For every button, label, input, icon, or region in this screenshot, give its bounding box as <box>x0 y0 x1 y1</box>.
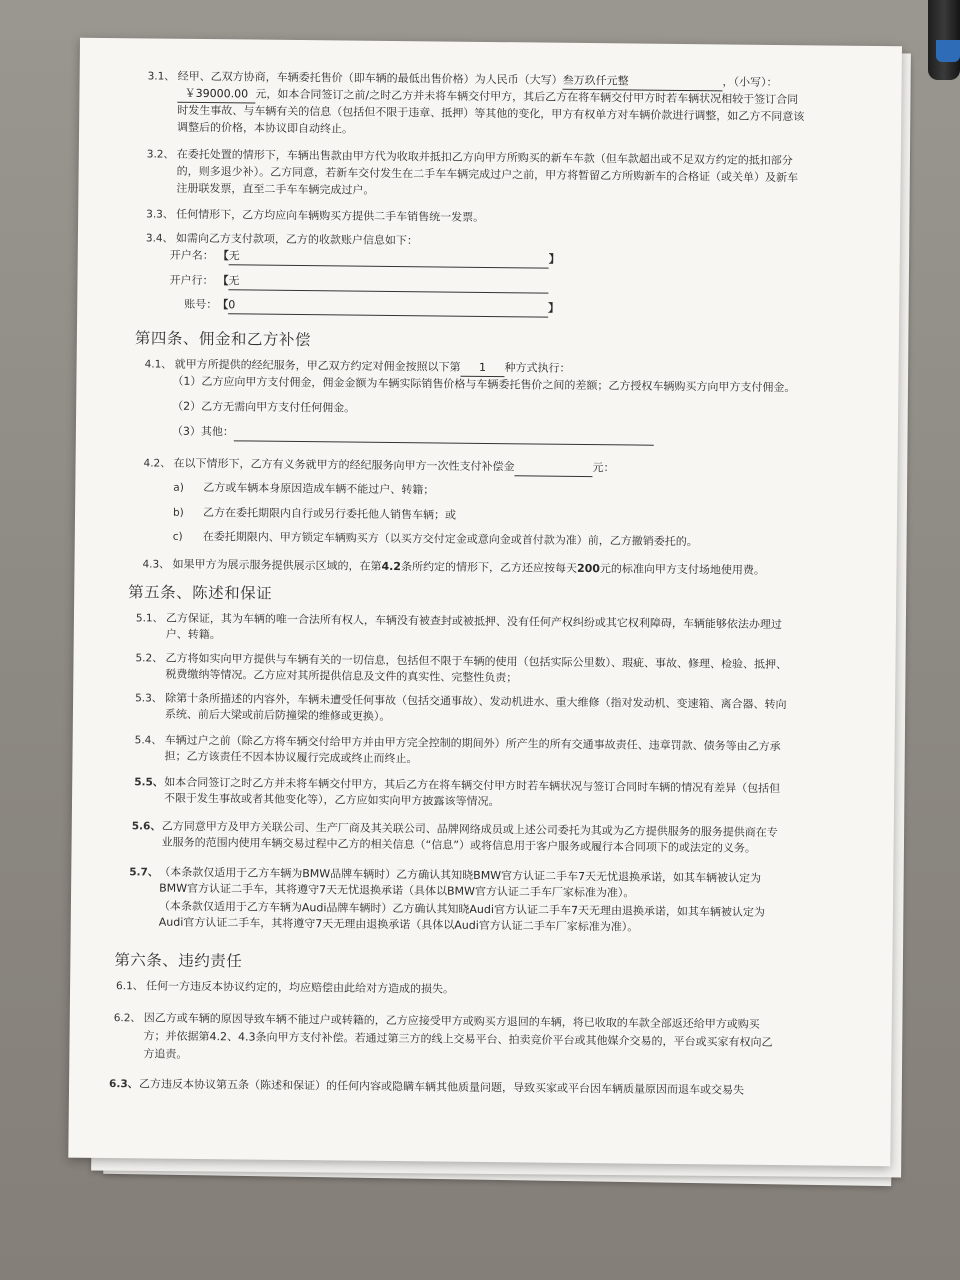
clause-4-3 <box>142 556 765 579</box>
item-label: c) <box>172 530 183 543</box>
clause-text: 乙方违反本协议第五条（陈述和保证）的任何内容或隐瞒车辆其他质量问题，导致买家或平台因车辆质量原因而退车或交易失 <box>139 1077 745 1097</box>
option-text: （3）其他： <box>171 424 234 439</box>
clause-4-2-item-c <box>173 529 698 550</box>
bracket-open: 【 <box>217 298 229 312</box>
clause-text: 方追责。 <box>143 1047 188 1061</box>
clause-text: 条所约定的情形下，乙方还应按每天 <box>400 560 578 575</box>
clause-text: 在以下情形下，乙方有义务就甲方的经纪服务向甲方一次性支付补偿金 <box>173 456 515 474</box>
clause-number: 5.6、 <box>131 820 161 833</box>
item-text: 乙方或车辆本身原因造成车辆不能过户、转籍； <box>203 481 435 497</box>
article-6-heading: 第六条、违约责任 <box>114 951 243 971</box>
clause-text: ，（小写）： <box>722 75 778 90</box>
clause-text: 除第十条所描述的内容外，车辆未遭受任何事故（包括交通事故）、发动机进水、重大维修（指对发动机、变速箱、离合器、转向 <box>165 691 787 712</box>
clause-5-1-line-2 <box>166 627 221 644</box>
clause-text: 乙方同意甲方及甲方关联公司、生产厂商及其关联公司、品牌网络成员或上述公司委托为其或为乙方提供服务的服务提供商在专 <box>161 819 778 840</box>
clause-text: （本条款仅适用于乙方车辆为BMW品牌车辆时）乙方确认其知晓BMW官方认证二手车7天无忧退换承诺，如其车辆被认定为 <box>159 865 762 885</box>
clause-text: 系统、前后大梁或前后防撞梁的维修或更换）。 <box>164 707 391 723</box>
clause-text: 乙方将如实向甲方提供与车辆有关的一切信息，包括但不限于车辆的使用（包括实际公里数）、瑕疵、事故、修理、检验、抵押、 <box>165 651 788 672</box>
account-number-row <box>169 297 559 318</box>
amount-in-figures-field: ￥39000.00 <box>177 86 255 104</box>
clause-text: 元： <box>592 461 615 475</box>
clause-text: 如需向乙方支付款项，乙方的收款账户信息如下： <box>175 231 418 248</box>
article-5-heading: 第五条、陈述和保证 <box>128 583 273 603</box>
option-text: （1）乙方应向甲方支付佣金，佣金金额为车辆实际销售价格与车辆委托售价之间的差额；乙方授权车辆购买方向甲方支付佣金。 <box>172 374 796 395</box>
item-text: 乙方在委托期限内自行或另行委托他人销售车辆；或 <box>202 506 457 522</box>
clause-text: 乙方保证，其为车辆的唯一合法所有权人，车辆没有被查封或被抵押、没有任何产权纠纷或其它权利障碍，车辆能够依法办理过 <box>165 611 782 632</box>
clause-number: 5.4、 <box>134 734 162 747</box>
clause-text: 任何情形下，乙方均应向车辆购买方提供二手车销售统一发票。 <box>176 207 485 224</box>
item-text: 在委托期限内、甲方锁定车辆购买方（以买方交付定金或意向金或首付款为准）前，乙方撤销委托的。 <box>202 530 698 549</box>
clause-6-2-line-3 <box>143 1046 187 1062</box>
clause-3-4 <box>146 230 418 249</box>
clause-6-1 <box>116 978 454 998</box>
clause-text: 经甲、乙双方协商，车辆委托售价（即车辆的最低出售价格）为人民币（大写） <box>177 69 563 87</box>
account-number-field: 0 <box>228 297 548 317</box>
clause-4-2-item-a <box>173 480 434 499</box>
contract-page <box>68 38 902 1167</box>
clause-text: 因乙方或车辆的原因导致车辆不能过户或转籍的，乙方应接受甲方或购买方退回的车辆，将已收取的车款全部返还给甲方或购买 <box>143 1011 760 1031</box>
commission-option-2 <box>172 399 355 417</box>
clause-5-4-line-2 <box>164 749 417 768</box>
amount-in-words-field: 叁万玖仟元整 <box>563 73 723 92</box>
clause-number: 4.3、 <box>142 558 170 571</box>
article-4-heading: 第四条、佣金和乙方补偿 <box>134 329 311 350</box>
clause-text: BMW官方认证二手车，其将遵守7天无忧退换承诺（具体以BMW官方认证二手车厂家标准为准）。 <box>159 881 635 900</box>
clause-6-3 <box>109 1076 744 1099</box>
clause-number: 5.2、 <box>135 652 163 665</box>
clause-text: 任何一方违反本协议约定的，均应赔偿由此给对方造成的损失。 <box>146 979 455 996</box>
commission-option-3 <box>172 424 654 446</box>
clause-text: 调整后的价格，本协议即自动终止。 <box>177 120 354 136</box>
bracket-open: 【 <box>217 274 229 288</box>
clause-number: 3.4、 <box>145 232 174 245</box>
clause-text: 元，如本合同签订之前/之时乙方并未将车辆交付甲方，其后乙方在将车辆交付甲方时若车辆状况相较于签订合同 <box>255 87 799 107</box>
clause-text: 车辆过户之前（除乙方将车辆交付给甲方并由甲方完全控制的期间外）所产生的所有交通事故责任、违章罚款、债务等由乙方承 <box>164 733 781 754</box>
clause-number: 6.2、 <box>113 1012 142 1025</box>
account-name-row <box>170 248 560 269</box>
account-name-field: 无 <box>229 248 549 268</box>
clause-text: 担；乙方该责任不因本协议履行完成或终止而终止。 <box>164 749 418 766</box>
clause-number: 5.1、 <box>135 612 164 625</box>
clause-text: 税费缴纳等情况。乙方应对其所提供信息及文件的真实性、完整性负责； <box>165 667 518 685</box>
commission-option-1 <box>172 374 795 397</box>
bank-row <box>169 273 548 294</box>
clause-text: Audi官方认证二手车，其将遵守7天无理由退换承诺（具体以Audi官方认证二手车厂家标准为准）。 <box>158 915 639 934</box>
clause-number: 3.1、 <box>147 70 175 83</box>
clause-5-2-line-2 <box>165 667 517 687</box>
clause-text: 如本合同签订之时乙方并未将车辆交付甲方，其后乙方在将车辆交付甲方时若车辆状况与签订合同时车辆的情况有差异（包括但 <box>164 775 781 796</box>
commission-option-field: 1 <box>460 360 504 377</box>
clause-number: 4.1、 <box>144 358 172 371</box>
clause-3-3 <box>146 206 484 226</box>
clause-5-5-line-2 <box>164 791 500 811</box>
clause-3-2-line-3 <box>176 181 374 199</box>
bank-field: 无 <box>228 273 548 293</box>
clause-text: 户、转籍。 <box>165 627 221 642</box>
account-name-label: 开户名： <box>169 248 214 263</box>
clause-text: 时发生事故、与车辆有关的信息（包括但不限于违章、抵押）等其他的变化，甲方有权单方对车辆价款进行调整，如乙方不同意该 <box>177 103 805 124</box>
bracket-close: 】 <box>548 252 560 266</box>
clause-number: 4.2、 <box>143 457 171 470</box>
clause-number: 3.2、 <box>146 148 175 161</box>
clause-4-2-item-b <box>173 505 456 524</box>
item-label: a) <box>173 481 184 494</box>
bracket-open: 【 <box>217 249 229 263</box>
clause-text: （本条款仅适用于乙方车辆为Audi品牌车辆时）乙方确认其知晓Audi官方认证二手车7天无理由退换承诺，如其车辆被认定为 <box>158 899 766 919</box>
clause-text: 就甲方所提供的经纪服务，甲乙双方约定对佣金按照以下第 <box>174 357 461 374</box>
clause-number: 5.7、 <box>129 866 159 879</box>
clause-ref: 4.2 <box>381 559 402 574</box>
clause-text: 不限于发生事故或者其他变化等），乙方应如实向甲方披露该等情况。 <box>163 791 500 809</box>
clause-text: 的，则多退少补）。乙方同意，若新车交付发生在二手车车辆完成过户之前，甲方将暂留乙方所购新车的合格证（或关单）及新车 <box>176 164 799 185</box>
other-option-field <box>234 424 654 445</box>
clause-number: 5.3、 <box>135 692 163 705</box>
clause-text: 方；并依据第4.2、4.3条向甲方支付补偿。若通过第三方的线上交易平台、拍卖竞价平台或其他媒介交易的，平台或买家有权向乙 <box>143 1029 773 1050</box>
clause-4-2 <box>143 455 614 477</box>
bank-label: 开户行： <box>169 273 214 288</box>
clause-text: 元的标准向甲方支付场地使用费。 <box>599 562 766 577</box>
clause-text: 种方式执行： <box>504 361 571 375</box>
pen-cap <box>936 40 960 62</box>
clause-text: 如果甲方为展示服务提供展示区域的，在第 <box>172 557 382 573</box>
compensation-amount-field <box>514 459 592 477</box>
clause-number: 6.3、 <box>109 1078 139 1091</box>
account-number-label: 账号： <box>184 297 218 312</box>
bracket-close: 】 <box>548 301 560 315</box>
clause-5-3-line-2 <box>165 707 391 725</box>
clause-number: 5.5、 <box>134 776 164 789</box>
clause-number: 6.1、 <box>116 980 144 993</box>
clause-5-1-line-1 <box>136 610 782 633</box>
option-text: （2）乙方无需向甲方支付任何佣金。 <box>172 399 356 415</box>
clause-number: 3.3、 <box>146 208 174 221</box>
fee-amount: 200 <box>576 561 601 576</box>
clause-text: 业服务的范围内使用车辆交易过程中乙方的相关信息（“信息”）或将信息用于客户服务或履行本合同项下的或法定的义务。 <box>161 835 757 855</box>
item-label: b) <box>172 506 184 519</box>
clause-3-1-line-4 <box>177 120 353 138</box>
clause-text: 注册联发票，直至二手车车辆完成过户。 <box>176 181 375 197</box>
clause-text: 在委托处置的情形下，车辆出售款由甲方代为收取并抵扣乙方向甲方所购买的新车车款（但车款超出或不足双方约定的抵扣部分 <box>176 147 793 168</box>
